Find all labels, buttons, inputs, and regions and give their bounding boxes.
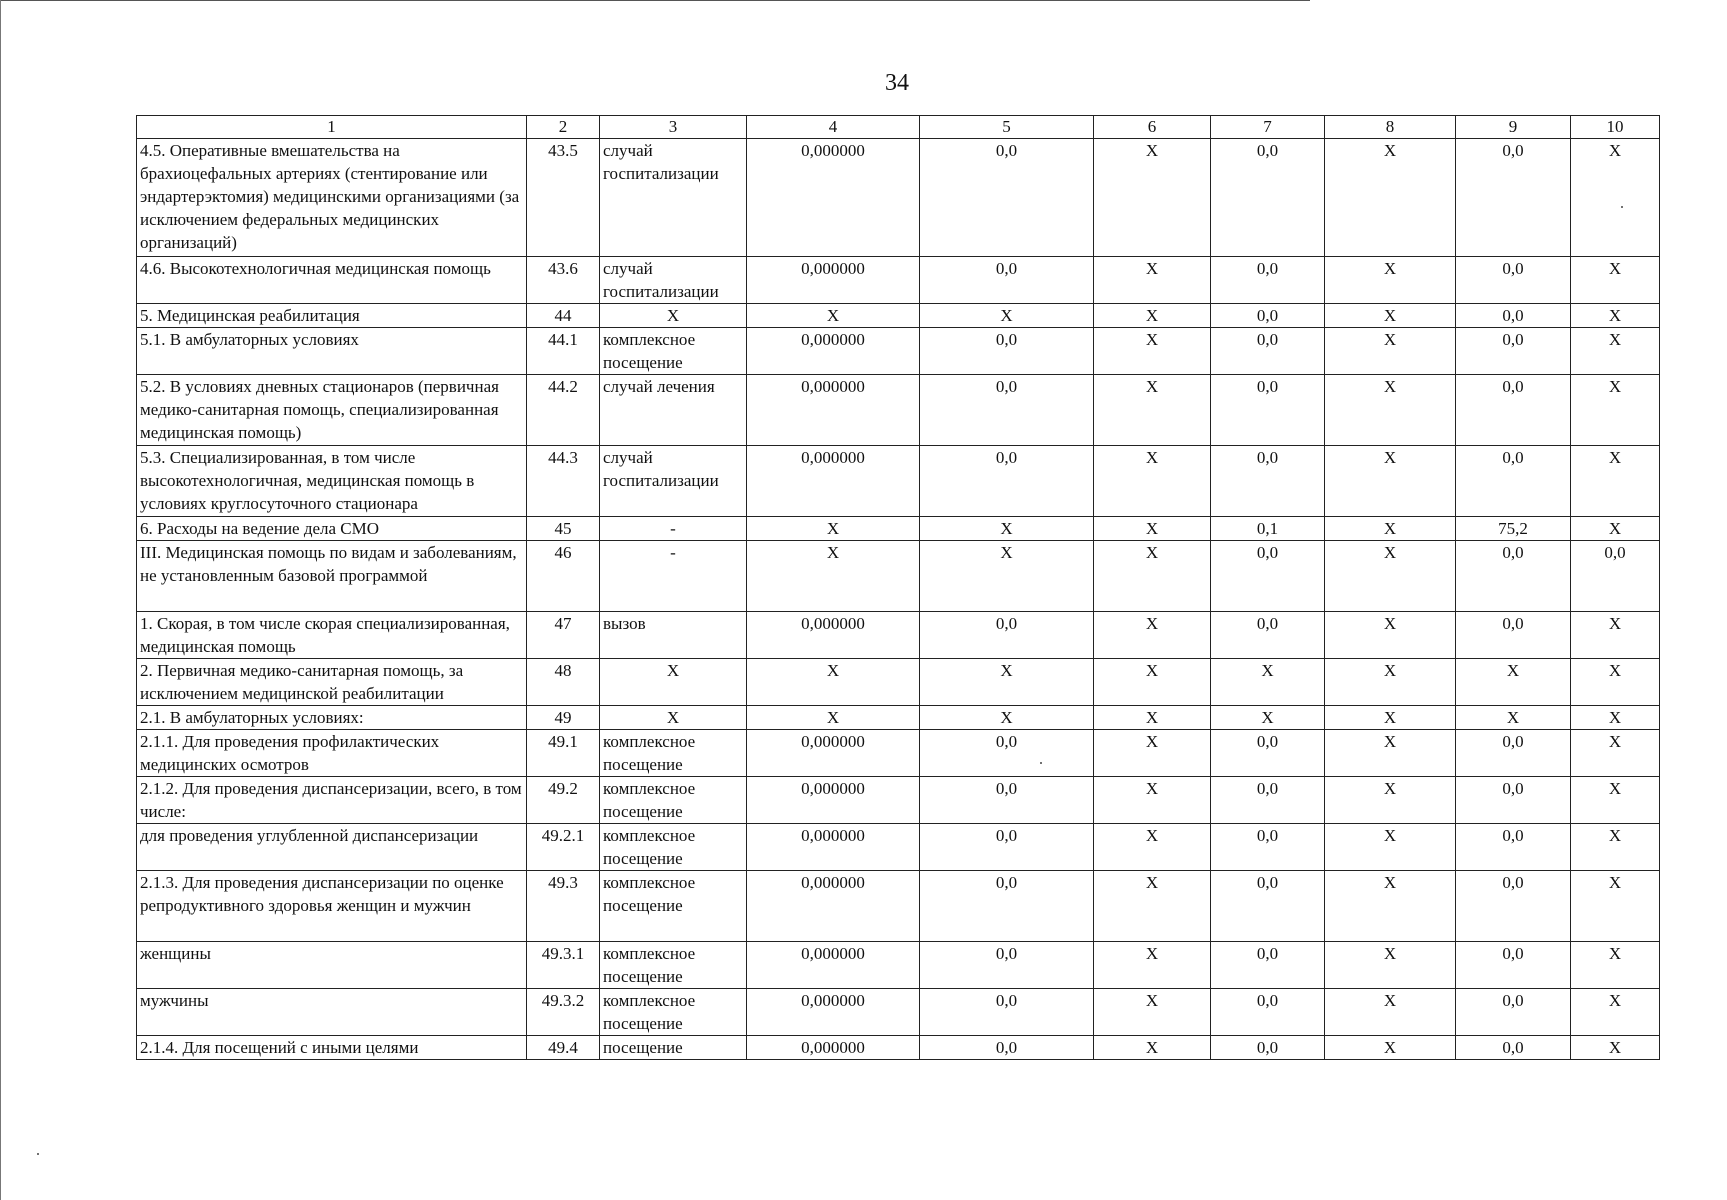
table-cell-value: X (1325, 1036, 1456, 1060)
table-cell-indicator: 2.1. В амбулаторных условиях: (137, 706, 527, 730)
scan-top-edge (0, 0, 1310, 1)
table-cell-value: X (747, 304, 920, 328)
table-cell-value: 0,000000 (747, 989, 920, 1036)
table-cell-unit: случай госпитализации (600, 139, 747, 257)
table-row (137, 257, 1660, 304)
table-cell-value: X (1094, 375, 1211, 446)
table-cell-value: 0,0 (1456, 257, 1571, 304)
table-cell-indicator: 2.1.3. Для проведения диспансеризации по оценке репродуктивного здоровья женщин и мужчин (137, 871, 527, 942)
table-cell-unit: комплексное посещение (600, 824, 747, 871)
table-cell-value: 0,000000 (747, 139, 920, 257)
table-cell-value: X (1094, 541, 1211, 612)
table-cell-row-number: 49.1 (527, 730, 600, 777)
table-cell-value: 0,0 (920, 446, 1094, 517)
table-cell-value: 0,0 (1456, 612, 1571, 659)
table-cell-value: X (920, 659, 1094, 706)
table-cell-value: X (1456, 659, 1571, 706)
table-cell-value: X (1456, 706, 1571, 730)
table-cell-indicator: 5.2. В условиях дневных стационаров (первичная медико-санитарная помощь, специализированная медицинская помощь) (137, 375, 527, 446)
table-cell-value: X (1094, 446, 1211, 517)
table-cell-row-number: 48 (527, 659, 600, 706)
table-cell-value: X (1325, 446, 1456, 517)
table-cell-value: 0,0 (1456, 375, 1571, 446)
table-cell-row-number: 49.4 (527, 1036, 600, 1060)
table-cell-value: 0,1 (1211, 517, 1325, 541)
table-body (137, 139, 1660, 1060)
table-row (137, 375, 1660, 446)
table-cell-unit: - (600, 517, 747, 541)
table-cell-value: 0,0 (1211, 730, 1325, 777)
table-cell-value: X (1094, 139, 1211, 257)
table-cell-value: X (1325, 257, 1456, 304)
scan-speck (37, 1153, 39, 1155)
table-cell-value: X (1571, 304, 1660, 328)
table-cell-value: 0,0 (920, 375, 1094, 446)
table-cell-value: X (1094, 942, 1211, 989)
table-row (137, 706, 1660, 730)
table-cell-row-number: 44.1 (527, 328, 600, 375)
table-cell-value: X (1325, 777, 1456, 824)
table-cell-value: X (1571, 375, 1660, 446)
table-cell-value: 0,0 (920, 1036, 1094, 1060)
table-cell-value: 0,000000 (747, 257, 920, 304)
table-cell-indicator: 5.3. Специализированная, в том числе высокотехнологичная, медицинская помощь в условиях круглосуточного стационара (137, 446, 527, 517)
scan-left-edge (0, 0, 1, 1200)
table-cell-value: 0,0 (920, 824, 1094, 871)
column-header: 5 (920, 116, 1094, 139)
table-cell-indicator: 2. Первичная медико-санитарная помощь, за исключением медицинской реабилитации (137, 659, 527, 706)
table-cell-unit: вызов (600, 612, 747, 659)
table-cell-indicator: 1. Скорая, в том числе скорая специализированная, медицинская помощь (137, 612, 527, 659)
table-cell-value: X (1325, 139, 1456, 257)
table-cell-unit: случай госпитализации (600, 257, 747, 304)
table-cell-value: 0,0 (1456, 942, 1571, 989)
table-cell-value: 0,0 (1456, 777, 1571, 824)
table-cell-unit: случай госпитализации (600, 446, 747, 517)
table-cell-value: 0,000000 (747, 375, 920, 446)
table-cell-value: 0,0 (920, 871, 1094, 942)
table-cell-unit: посещение (600, 1036, 747, 1060)
table-cell-row-number: 47 (527, 612, 600, 659)
table-cell-row-number: 46 (527, 541, 600, 612)
table-cell-value: 0,0 (1456, 304, 1571, 328)
table-cell-value: X (1325, 871, 1456, 942)
table-row (137, 989, 1660, 1036)
table-cell-unit: X (600, 706, 747, 730)
table-row (137, 541, 1660, 612)
table-cell-value: X (1325, 541, 1456, 612)
page-number: 34 (885, 70, 909, 96)
table-cell-unit: комплексное посещение (600, 328, 747, 375)
table-cell-value: 0,0 (1211, 328, 1325, 375)
table-cell-unit: X (600, 304, 747, 328)
table-cell-value: X (747, 541, 920, 612)
table-cell-value: X (1325, 989, 1456, 1036)
table-cell-value: X (920, 304, 1094, 328)
table-cell-value: X (1571, 446, 1660, 517)
table-cell-value: 0,0 (1456, 989, 1571, 1036)
table-cell-value: X (1325, 328, 1456, 375)
table-cell-indicator: III. Медицинская помощь по видам и заболеваниям, не установленным базовой программой (137, 541, 527, 612)
table-cell-row-number: 49.2 (527, 777, 600, 824)
table-cell-value: 0,0 (920, 777, 1094, 824)
table-cell-row-number: 44 (527, 304, 600, 328)
table-cell-row-number: 49.3.2 (527, 989, 600, 1036)
table-cell-row-number: 49.3 (527, 871, 600, 942)
header-row (137, 116, 1660, 139)
column-header: 6 (1094, 116, 1211, 139)
table-cell-value: 0,0 (1456, 824, 1571, 871)
table-cell-value: X (1571, 257, 1660, 304)
table-cell-unit: комплексное посещение (600, 730, 747, 777)
table-cell-value: X (747, 517, 920, 541)
table-cell-value: X (1571, 328, 1660, 375)
table-cell-value: X (1571, 706, 1660, 730)
table-cell-value: 0,0 (1211, 541, 1325, 612)
table-row (137, 612, 1660, 659)
table-cell-value: X (1094, 257, 1211, 304)
table-cell-value: X (1094, 730, 1211, 777)
table-cell-indicator: женщины (137, 942, 527, 989)
table-cell-row-number: 45 (527, 517, 600, 541)
table-cell-value: X (747, 659, 920, 706)
table-row (137, 659, 1660, 706)
table-cell-indicator: мужчины (137, 989, 527, 1036)
table-cell-indicator: 5.1. В амбулаторных условиях (137, 328, 527, 375)
table-cell-indicator: 5. Медицинская реабилитация (137, 304, 527, 328)
table-cell-value: 0,0 (1211, 777, 1325, 824)
data-table (136, 115, 1660, 1060)
table-cell-value: 0,000000 (747, 446, 920, 517)
table-cell-value: X (1571, 612, 1660, 659)
table-cell-value: X (1325, 706, 1456, 730)
table-cell-value: X (1571, 1036, 1660, 1060)
table-cell-value: 0,0 (920, 730, 1094, 777)
table-cell-unit: - (600, 541, 747, 612)
table-row (137, 871, 1660, 942)
table-row (137, 777, 1660, 824)
table-cell-row-number: 44.3 (527, 446, 600, 517)
table-row (137, 446, 1660, 517)
table-cell-value: X (1571, 517, 1660, 541)
table-cell-indicator: 4.5. Оперативные вмешательства на брахиоцефальных артериях (стентирование или эндартерэктомия) медицинскими организациями (за исключением федеральных медицинских организаций) (137, 139, 527, 257)
table-row (137, 328, 1660, 375)
table-cell-value: X (1325, 304, 1456, 328)
table-cell-value: X (1094, 659, 1211, 706)
table-cell-value: 0,000000 (747, 328, 920, 375)
table-cell-value: 0,0 (1211, 612, 1325, 659)
table-cell-value: X (1325, 517, 1456, 541)
table-cell-value: X (1571, 942, 1660, 989)
table-cell-value: X (1325, 942, 1456, 989)
table-cell-value: 0,0 (920, 257, 1094, 304)
column-header: 8 (1325, 116, 1456, 139)
table-cell-value: 0,0 (1571, 541, 1660, 612)
table-cell-value: X (1325, 612, 1456, 659)
table-cell-row-number: 44.2 (527, 375, 600, 446)
table-cell-row-number: 49 (527, 706, 600, 730)
table-cell-unit: комплексное посещение (600, 942, 747, 989)
table-cell-value: 0,0 (1456, 139, 1571, 257)
table-cell-value: 0,0 (920, 139, 1094, 257)
column-header: 3 (600, 116, 747, 139)
table-cell-indicator: 2.1.4. Для посещений с иными целями (137, 1036, 527, 1060)
column-header: 2 (527, 116, 600, 139)
table-cell-value: X (1094, 1036, 1211, 1060)
table-cell-value: 0,0 (920, 612, 1094, 659)
table-cell-value: X (1571, 871, 1660, 942)
table-cell-value: X (1094, 304, 1211, 328)
table-cell-value: 0,0 (1211, 446, 1325, 517)
column-header: 9 (1456, 116, 1571, 139)
table-cell-indicator: 4.6. Высокотехнологичная медицинская помощь (137, 257, 527, 304)
table-cell-value: X (1571, 730, 1660, 777)
table-cell-value: 0,0 (1456, 446, 1571, 517)
table-cell-value: X (920, 541, 1094, 612)
table-cell-unit: случай лечения (600, 375, 747, 446)
table-cell-value: X (1094, 517, 1211, 541)
table-cell-row-number: 49.3.1 (527, 942, 600, 989)
table-cell-value: 0,000000 (747, 612, 920, 659)
table-cell-value: X (747, 706, 920, 730)
table-cell-unit: комплексное посещение (600, 777, 747, 824)
table-cell-value: 0,0 (920, 942, 1094, 989)
table-cell-row-number: 43.5 (527, 139, 600, 257)
table-cell-value: X (1571, 659, 1660, 706)
table-cell-value: 0,000000 (747, 1036, 920, 1060)
table-cell-value: 0,0 (920, 328, 1094, 375)
table-cell-row-number: 43.6 (527, 257, 600, 304)
table-cell-indicator: 2.1.2. Для проведения диспансеризации, всего, в том числе: (137, 777, 527, 824)
table-cell-value: 0,0 (1211, 375, 1325, 446)
table-cell-value: X (1094, 824, 1211, 871)
table-row (137, 139, 1660, 257)
table-cell-value: X (1094, 612, 1211, 659)
table-cell-value: X (1094, 871, 1211, 942)
table-cell-unit: комплексное посещение (600, 871, 747, 942)
table-cell-value: 0,000000 (747, 824, 920, 871)
table-cell-value: 0,0 (1211, 257, 1325, 304)
table-cell-indicator: для проведения углубленной диспансеризации (137, 824, 527, 871)
table-cell-unit: комплексное посещение (600, 989, 747, 1036)
table-cell-value: X (1094, 328, 1211, 375)
column-header: 10 (1571, 116, 1660, 139)
table-row (137, 1036, 1660, 1060)
table-cell-value: 0,000000 (747, 871, 920, 942)
table-cell-indicator: 2.1.1. Для проведения профилактических медицинских осмотров (137, 730, 527, 777)
table-cell-value: 0,000000 (747, 777, 920, 824)
table-cell-value: 0,0 (1211, 942, 1325, 989)
column-header: 1 (137, 116, 527, 139)
table-cell-value: 0,0 (1456, 328, 1571, 375)
table-cell-value: 0,0 (1211, 1036, 1325, 1060)
table-cell-value: 0,000000 (747, 730, 920, 777)
table-row (137, 942, 1660, 989)
column-header: 7 (1211, 116, 1325, 139)
table-cell-value: 0,0 (1456, 730, 1571, 777)
table-cell-value: X (1094, 706, 1211, 730)
table-cell-value: X (1571, 777, 1660, 824)
table-row (137, 730, 1660, 777)
table-row (137, 304, 1660, 328)
table-cell-value: X (920, 706, 1094, 730)
table-cell-value: X (1211, 659, 1325, 706)
table-cell-value: X (1571, 824, 1660, 871)
table-cell-value: X (1571, 139, 1660, 257)
table-cell-value: 75,2 (1456, 517, 1571, 541)
table-cell-value: X (1325, 824, 1456, 871)
table-cell-value: 0,0 (1211, 989, 1325, 1036)
table-cell-value: X (1325, 659, 1456, 706)
table-cell-value: 0,0 (1456, 871, 1571, 942)
table-cell-value: 0,0 (1211, 304, 1325, 328)
table-cell-value: 0,0 (1456, 1036, 1571, 1060)
table-cell-value: 0,0 (920, 989, 1094, 1036)
column-header: 4 (747, 116, 920, 139)
table-cell-value: X (1325, 375, 1456, 446)
table-cell-value: 0,0 (1211, 871, 1325, 942)
table-cell-value: X (1094, 989, 1211, 1036)
table-cell-value: X (920, 517, 1094, 541)
table-cell-value: 0,0 (1456, 541, 1571, 612)
table-cell-value: 0,0 (1211, 139, 1325, 257)
table-cell-row-number: 49.2.1 (527, 824, 600, 871)
table-cell-value: X (1094, 777, 1211, 824)
table-cell-value: 0,0 (1211, 824, 1325, 871)
table-cell-value: 0,000000 (747, 942, 920, 989)
table-row (137, 517, 1660, 541)
table-cell-unit: X (600, 659, 747, 706)
table-row (137, 824, 1660, 871)
table-cell-value: X (1211, 706, 1325, 730)
table-cell-value: X (1325, 730, 1456, 777)
table-cell-value: X (1571, 989, 1660, 1036)
table-cell-indicator: 6. Расходы на ведение дела СМО (137, 517, 527, 541)
